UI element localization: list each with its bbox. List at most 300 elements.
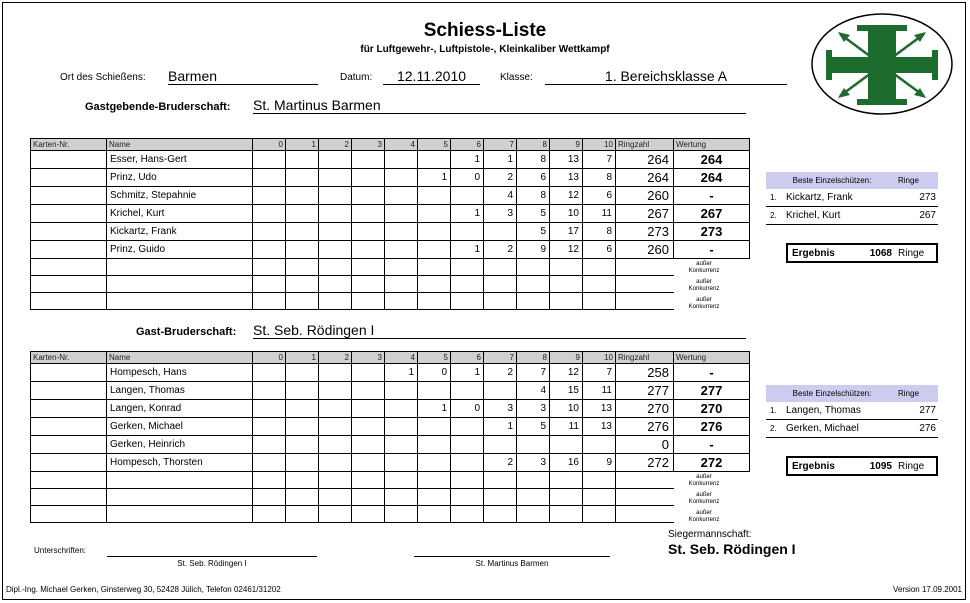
score-count-cell[interactable]: 5 xyxy=(517,418,550,436)
empty-cell[interactable] xyxy=(451,506,484,523)
score-count-cell[interactable]: 2 xyxy=(484,169,517,187)
column-header: 6 xyxy=(451,139,484,151)
table-row xyxy=(31,169,750,187)
score-count-cell[interactable] xyxy=(319,454,352,472)
empty-cell[interactable] xyxy=(418,489,451,506)
score-count-cell[interactable]: 1 xyxy=(418,400,451,418)
shooter-name-cell[interactable]: Esser, Hans-Gert xyxy=(107,151,253,169)
empty-cell[interactable] xyxy=(31,259,107,276)
card-number-cell[interactable] xyxy=(31,223,107,241)
score-count-cell[interactable]: 8 xyxy=(517,187,550,205)
score-count-cell[interactable] xyxy=(319,187,352,205)
empty-cell[interactable] xyxy=(253,489,286,506)
empty-cell[interactable] xyxy=(550,489,583,506)
empty-cell[interactable] xyxy=(418,293,451,310)
score-count-cell[interactable]: 13 xyxy=(550,151,583,169)
klasse-field[interactable]: 1. Bereichsklasse A xyxy=(545,68,787,85)
score-count-cell[interactable]: 11 xyxy=(583,382,616,400)
score-count-cell[interactable]: 12 xyxy=(550,187,583,205)
empty-cell[interactable] xyxy=(550,472,583,489)
empty-table-row xyxy=(31,489,750,506)
empty-cell[interactable] xyxy=(107,293,253,310)
shooter-name-cell[interactable]: Gerken, Heinrich xyxy=(107,436,253,454)
empty-cell[interactable] xyxy=(31,472,107,489)
column-header: 7 xyxy=(484,352,517,364)
wertung-cell: 264 xyxy=(674,151,750,169)
empty-cell[interactable] xyxy=(31,489,107,506)
score-count-cell[interactable]: 6 xyxy=(517,169,550,187)
empty-cell[interactable] xyxy=(484,259,517,276)
card-number-cell[interactable] xyxy=(31,400,107,418)
score-count-cell[interactable] xyxy=(385,436,418,454)
best-row xyxy=(766,189,938,207)
empty-cell[interactable] xyxy=(451,293,484,310)
score-count-cell[interactable]: 5 xyxy=(517,223,550,241)
empty-table-row xyxy=(31,506,750,523)
score-count-cell[interactable]: 1 xyxy=(451,241,484,259)
wertung-cell: - xyxy=(674,364,750,382)
score-count-cell[interactable]: 3 xyxy=(484,400,517,418)
score-count-cell[interactable] xyxy=(253,382,286,400)
empty-cell[interactable] xyxy=(616,293,674,310)
empty-cell[interactable] xyxy=(550,506,583,523)
empty-table-row xyxy=(31,293,750,310)
best-row xyxy=(766,402,938,420)
home-club-field[interactable]: St. Martinus Barmen xyxy=(253,97,746,114)
score-count-cell[interactable]: 3 xyxy=(484,205,517,223)
empty-cell[interactable] xyxy=(517,489,550,506)
score-count-cell[interactable] xyxy=(418,436,451,454)
empty-cell[interactable] xyxy=(451,472,484,489)
empty-cell[interactable] xyxy=(550,293,583,310)
score-count-cell[interactable] xyxy=(451,418,484,436)
cross-arrows-emblem-icon xyxy=(810,12,955,117)
score-count-cell[interactable] xyxy=(286,454,319,472)
empty-cell[interactable] xyxy=(286,489,319,506)
best-name: Gerken, Michael xyxy=(786,423,859,434)
score-count-cell[interactable]: 7 xyxy=(583,364,616,382)
score-count-cell[interactable] xyxy=(319,436,352,454)
home-ergebnis-box xyxy=(786,243,938,263)
score-count-cell[interactable] xyxy=(352,205,385,223)
score-count-cell[interactable] xyxy=(385,223,418,241)
empty-cell[interactable] xyxy=(385,276,418,293)
score-count-cell[interactable] xyxy=(286,169,319,187)
score-count-cell[interactable] xyxy=(418,382,451,400)
best-row xyxy=(766,420,938,438)
score-count-cell[interactable]: 13 xyxy=(550,169,583,187)
score-count-cell[interactable] xyxy=(253,436,286,454)
datum-field[interactable]: 12.11.2010 xyxy=(383,68,480,85)
score-count-cell[interactable]: 0 xyxy=(451,169,484,187)
table-row xyxy=(31,364,750,382)
score-count-cell[interactable] xyxy=(286,382,319,400)
shooter-name-cell[interactable]: Hompesch, Hans xyxy=(107,364,253,382)
ausser-text: außer xyxy=(696,279,712,285)
ort-field[interactable]: Barmen xyxy=(168,68,318,85)
score-count-cell[interactable] xyxy=(583,436,616,454)
score-count-cell[interactable]: 0 xyxy=(451,400,484,418)
score-count-cell[interactable] xyxy=(253,454,286,472)
ausser-konkurrenz-note xyxy=(682,474,726,488)
empty-cell[interactable] xyxy=(352,472,385,489)
card-number-cell[interactable] xyxy=(31,187,107,205)
score-count-cell[interactable] xyxy=(418,205,451,223)
score-count-cell[interactable]: 12 xyxy=(550,364,583,382)
score-count-cell[interactable] xyxy=(286,151,319,169)
table-row xyxy=(31,400,750,418)
ausser-text: außer xyxy=(696,261,712,267)
card-number-cell[interactable] xyxy=(31,436,107,454)
ringzahl-cell: 264 xyxy=(616,169,674,187)
empty-cell[interactable] xyxy=(352,276,385,293)
score-count-cell[interactable] xyxy=(352,454,385,472)
score-count-cell[interactable] xyxy=(319,241,352,259)
empty-cell[interactable] xyxy=(583,259,616,276)
score-count-cell[interactable]: 9 xyxy=(517,241,550,259)
score-count-cell[interactable] xyxy=(253,223,286,241)
score-count-cell[interactable] xyxy=(352,223,385,241)
empty-cell[interactable] xyxy=(451,276,484,293)
card-number-cell[interactable] xyxy=(31,418,107,436)
score-count-cell[interactable] xyxy=(352,436,385,454)
score-count-cell[interactable]: 5 xyxy=(517,205,550,223)
score-count-cell[interactable] xyxy=(286,418,319,436)
empty-cell[interactable] xyxy=(484,472,517,489)
shooter-name-cell[interactable]: Prinz, Udo xyxy=(107,169,253,187)
score-count-cell[interactable] xyxy=(253,187,286,205)
card-number-cell[interactable] xyxy=(31,241,107,259)
score-count-cell[interactable]: 0 xyxy=(418,364,451,382)
winner-label: Siegermannschaft: xyxy=(668,529,752,540)
empty-cell[interactable] xyxy=(385,293,418,310)
empty-cell[interactable] xyxy=(583,293,616,310)
ausser-text: außer xyxy=(696,474,712,480)
score-count-cell[interactable] xyxy=(352,151,385,169)
empty-cell[interactable] xyxy=(319,276,352,293)
column-header: 8 xyxy=(517,352,550,364)
score-count-cell[interactable] xyxy=(286,223,319,241)
score-count-cell[interactable] xyxy=(253,205,286,223)
score-count-cell[interactable]: 1 xyxy=(484,151,517,169)
empty-cell[interactable] xyxy=(418,472,451,489)
best-rank: 2. xyxy=(770,211,777,220)
empty-cell[interactable] xyxy=(253,472,286,489)
score-count-cell[interactable] xyxy=(385,241,418,259)
score-count-cell[interactable] xyxy=(352,364,385,382)
empty-cell[interactable] xyxy=(616,472,674,489)
score-count-cell[interactable]: 12 xyxy=(550,241,583,259)
score-count-cell[interactable]: 6 xyxy=(583,187,616,205)
konkurrenz-text: Konkurrenz xyxy=(688,517,720,523)
empty-cell[interactable] xyxy=(517,506,550,523)
empty-cell[interactable] xyxy=(253,293,286,310)
column-header: 6 xyxy=(451,352,484,364)
column-header: 1 xyxy=(286,352,319,364)
empty-cell[interactable] xyxy=(616,506,674,523)
empty-cell[interactable] xyxy=(418,259,451,276)
empty-cell[interactable] xyxy=(484,276,517,293)
empty-cell[interactable] xyxy=(319,489,352,506)
score-count-cell[interactable]: 6 xyxy=(583,241,616,259)
empty-cell[interactable] xyxy=(352,506,385,523)
empty-cell[interactable] xyxy=(616,276,674,293)
empty-cell[interactable] xyxy=(286,276,319,293)
score-count-cell[interactable] xyxy=(286,241,319,259)
empty-cell[interactable] xyxy=(253,506,286,523)
empty-cell[interactable] xyxy=(319,506,352,523)
empty-cell[interactable] xyxy=(616,489,674,506)
score-count-cell[interactable]: 7 xyxy=(583,151,616,169)
score-count-cell[interactable] xyxy=(253,241,286,259)
score-count-cell[interactable] xyxy=(385,151,418,169)
empty-cell[interactable] xyxy=(286,293,319,310)
score-count-cell[interactable] xyxy=(319,205,352,223)
score-count-cell[interactable] xyxy=(319,364,352,382)
score-count-cell[interactable]: 9 xyxy=(583,454,616,472)
score-count-cell[interactable]: 2 xyxy=(484,364,517,382)
ringzahl-cell: 276 xyxy=(616,418,674,436)
column-header: 4 xyxy=(385,139,418,151)
empty-cell[interactable] xyxy=(517,293,550,310)
score-count-cell[interactable] xyxy=(451,223,484,241)
empty-cell[interactable] xyxy=(107,472,253,489)
best-name: Kickartz, Frank xyxy=(786,192,853,203)
score-count-cell[interactable] xyxy=(385,382,418,400)
empty-cell[interactable] xyxy=(286,506,319,523)
score-count-cell[interactable] xyxy=(253,364,286,382)
empty-cell[interactable] xyxy=(107,259,253,276)
score-count-cell[interactable] xyxy=(484,382,517,400)
score-count-cell[interactable] xyxy=(253,418,286,436)
empty-cell[interactable] xyxy=(385,489,418,506)
empty-cell[interactable] xyxy=(583,472,616,489)
empty-cell[interactable] xyxy=(517,472,550,489)
score-count-cell[interactable] xyxy=(286,364,319,382)
card-number-cell[interactable] xyxy=(31,454,107,472)
shooter-name-cell[interactable]: Langen, Thomas xyxy=(107,382,253,400)
score-count-cell[interactable] xyxy=(319,382,352,400)
ausser-text: außer xyxy=(696,510,712,516)
card-number-cell[interactable] xyxy=(31,364,107,382)
empty-cell[interactable] xyxy=(451,259,484,276)
guest-club-field[interactable]: St. Seb. Rödingen I xyxy=(253,322,746,339)
score-count-cell[interactable] xyxy=(286,205,319,223)
signature-line-guest[interactable]: St. Seb. Rödingen I xyxy=(107,556,317,568)
footer-version: Version 17.09.2001 xyxy=(893,585,962,594)
score-count-cell[interactable] xyxy=(418,223,451,241)
empty-cell[interactable] xyxy=(550,259,583,276)
shooter-name-cell[interactable]: Prinz, Guido xyxy=(107,241,253,259)
column-header: 1 xyxy=(286,139,319,151)
empty-cell[interactable] xyxy=(616,259,674,276)
shooter-name-cell[interactable]: Gerken, Michael xyxy=(107,418,253,436)
empty-cell[interactable] xyxy=(253,276,286,293)
empty-cell[interactable] xyxy=(517,276,550,293)
empty-cell[interactable] xyxy=(31,293,107,310)
empty-cell[interactable] xyxy=(385,472,418,489)
score-count-cell[interactable] xyxy=(385,418,418,436)
score-count-cell[interactable]: 4 xyxy=(517,382,550,400)
card-number-cell[interactable] xyxy=(31,169,107,187)
best-name: Krichel, Kurt xyxy=(786,210,841,221)
empty-cell[interactable] xyxy=(319,293,352,310)
score-count-cell[interactable] xyxy=(286,187,319,205)
score-count-cell[interactable] xyxy=(517,436,550,454)
empty-cell[interactable] xyxy=(418,506,451,523)
score-count-cell[interactable]: 10 xyxy=(550,400,583,418)
empty-cell[interactable] xyxy=(319,259,352,276)
score-count-cell[interactable]: 1 xyxy=(451,151,484,169)
shooter-name-cell[interactable]: Kickartz, Frank xyxy=(107,223,253,241)
score-count-cell[interactable]: 8 xyxy=(583,223,616,241)
empty-cell[interactable] xyxy=(385,506,418,523)
score-count-cell[interactable] xyxy=(385,400,418,418)
score-count-cell[interactable] xyxy=(385,454,418,472)
empty-cell[interactable] xyxy=(583,506,616,523)
score-count-cell[interactable]: 2 xyxy=(484,454,517,472)
column-header: 4 xyxy=(385,352,418,364)
score-count-cell[interactable] xyxy=(451,187,484,205)
score-count-cell[interactable] xyxy=(484,223,517,241)
score-count-cell[interactable]: 13 xyxy=(583,418,616,436)
empty-cell[interactable] xyxy=(107,276,253,293)
score-count-cell[interactable] xyxy=(385,187,418,205)
score-count-cell[interactable] xyxy=(319,400,352,418)
score-count-cell[interactable]: 16 xyxy=(550,454,583,472)
column-header: Wertung xyxy=(674,352,750,364)
best-unit: Ringe xyxy=(898,389,919,398)
empty-cell[interactable] xyxy=(107,489,253,506)
score-count-cell[interactable]: 7 xyxy=(517,364,550,382)
empty-cell[interactable] xyxy=(550,276,583,293)
score-count-cell[interactable]: 8 xyxy=(517,151,550,169)
column-header: 3 xyxy=(352,139,385,151)
score-count-cell[interactable] xyxy=(418,454,451,472)
score-count-cell[interactable]: 13 xyxy=(583,400,616,418)
datum-label: Datum: xyxy=(340,72,373,83)
score-count-cell[interactable] xyxy=(253,151,286,169)
empty-cell[interactable] xyxy=(352,293,385,310)
empty-cell[interactable] xyxy=(385,259,418,276)
score-count-cell[interactable] xyxy=(286,400,319,418)
shooter-name-cell[interactable]: Schmitz, Stepahnie xyxy=(107,187,253,205)
score-count-cell[interactable] xyxy=(253,400,286,418)
score-count-cell[interactable]: 10 xyxy=(550,205,583,223)
score-count-cell[interactable] xyxy=(319,169,352,187)
score-count-cell[interactable] xyxy=(451,454,484,472)
score-count-cell[interactable] xyxy=(385,169,418,187)
score-count-cell[interactable] xyxy=(550,436,583,454)
empty-cell[interactable] xyxy=(352,259,385,276)
ausser-konkurrenz-note xyxy=(682,510,726,524)
score-count-cell[interactable]: 1 xyxy=(385,364,418,382)
score-count-cell[interactable] xyxy=(352,241,385,259)
score-count-cell[interactable]: 11 xyxy=(583,205,616,223)
score-count-cell[interactable] xyxy=(352,400,385,418)
ringzahl-cell: 264 xyxy=(616,151,674,169)
score-count-cell[interactable] xyxy=(319,223,352,241)
score-count-cell[interactable]: 11 xyxy=(550,418,583,436)
column-header: Karten-Nr. xyxy=(31,352,107,364)
empty-cell[interactable] xyxy=(352,489,385,506)
home-best-shooters xyxy=(766,172,938,225)
score-count-cell[interactable] xyxy=(319,151,352,169)
ergebnis-unit: Ringe xyxy=(898,460,925,472)
score-count-cell[interactable]: 3 xyxy=(517,454,550,472)
empty-cell[interactable] xyxy=(319,472,352,489)
shooter-name-cell[interactable]: Krichel, Kurt xyxy=(107,205,253,223)
empty-cell[interactable] xyxy=(418,276,451,293)
table-row xyxy=(31,454,750,472)
empty-cell[interactable] xyxy=(286,472,319,489)
empty-cell[interactable] xyxy=(451,489,484,506)
score-count-cell[interactable]: 1 xyxy=(451,364,484,382)
empty-cell[interactable] xyxy=(484,489,517,506)
score-count-cell[interactable]: 15 xyxy=(550,382,583,400)
score-count-cell[interactable] xyxy=(385,205,418,223)
score-count-cell[interactable]: 1 xyxy=(451,205,484,223)
wertung-cell: 270 xyxy=(674,400,750,418)
empty-cell[interactable] xyxy=(583,276,616,293)
ausser-konkurrenz-note xyxy=(682,261,726,275)
empty-cell[interactable] xyxy=(517,259,550,276)
table-row xyxy=(31,241,750,259)
shooter-name-cell[interactable]: Hompesch, Thorsten xyxy=(107,454,253,472)
score-count-cell[interactable] xyxy=(352,382,385,400)
empty-cell[interactable] xyxy=(484,293,517,310)
ringzahl-cell: 0 xyxy=(616,436,674,454)
score-count-cell[interactable]: 3 xyxy=(517,400,550,418)
empty-cell[interactable] xyxy=(583,489,616,506)
score-count-cell[interactable] xyxy=(418,187,451,205)
empty-cell[interactable] xyxy=(286,259,319,276)
konkurrenz-text: Konkurrenz xyxy=(688,286,720,292)
card-number-cell[interactable] xyxy=(31,205,107,223)
score-count-cell[interactable] xyxy=(286,436,319,454)
score-count-cell[interactable] xyxy=(352,169,385,187)
score-count-cell[interactable]: 2 xyxy=(484,241,517,259)
score-count-cell[interactable] xyxy=(319,418,352,436)
score-count-cell[interactable] xyxy=(451,436,484,454)
score-count-cell[interactable]: 1 xyxy=(418,169,451,187)
winner-name: St. Seb. Rödingen I xyxy=(668,541,796,557)
best-header: Beste Einzelschützen: xyxy=(792,176,872,185)
shooter-name-cell[interactable]: Langen, Konrad xyxy=(107,400,253,418)
score-count-cell[interactable] xyxy=(352,418,385,436)
score-count-cell[interactable]: 4 xyxy=(484,187,517,205)
empty-cell[interactable] xyxy=(253,259,286,276)
empty-cell[interactable] xyxy=(484,506,517,523)
card-number-cell[interactable] xyxy=(31,382,107,400)
score-count-cell[interactable] xyxy=(418,241,451,259)
score-count-cell[interactable]: 17 xyxy=(550,223,583,241)
empty-cell[interactable] xyxy=(31,276,107,293)
signature-line-home[interactable]: St. Martinus Barmen xyxy=(414,556,610,568)
score-count-cell[interactable] xyxy=(418,151,451,169)
empty-cell[interactable] xyxy=(107,506,253,523)
empty-cell[interactable] xyxy=(31,506,107,523)
score-count-cell[interactable] xyxy=(418,418,451,436)
card-number-cell[interactable] xyxy=(31,151,107,169)
score-count-cell[interactable]: 8 xyxy=(583,169,616,187)
score-count-cell[interactable]: 1 xyxy=(484,418,517,436)
score-count-cell[interactable] xyxy=(352,187,385,205)
score-count-cell[interactable] xyxy=(484,436,517,454)
score-count-cell[interactable] xyxy=(451,382,484,400)
footer-author: Dipl.-Ing. Michael Gerken, Ginsterweg 30, 52428 Jülich, Telefon 02461/31202 xyxy=(6,585,281,594)
score-count-cell[interactable] xyxy=(253,169,286,187)
